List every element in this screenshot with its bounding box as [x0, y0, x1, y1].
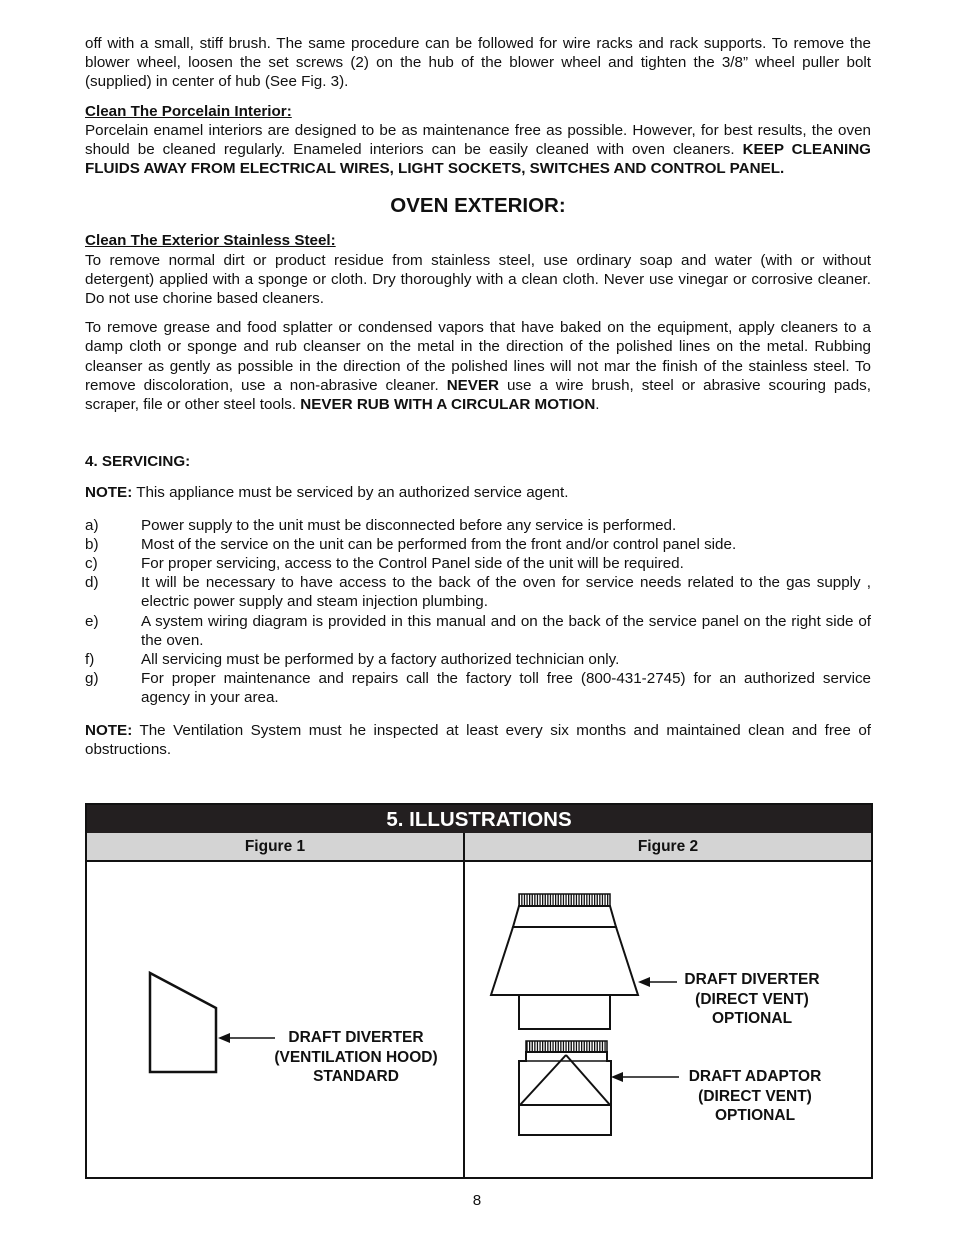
- porcelain-warning: KEEP CLEANING FLUIDS AWAY FROM ELECTRICAL WIRES, LIGHT SOCKETS, SWITCHES AND CONTROL PANEL.: [85, 141, 871, 178]
- direct-vent-diverter-diagram: [491, 894, 638, 1029]
- stainless-paragraph-1: To remove normal dirt or product residue from stainless steel, use ordinary soap and water (with or without detergent) applied with a sponge or cloth. Dry thoroughly with a clean cloth. Never use vinegar or corrosive cleaner. Do not use chorine based cleaners.: [85, 251, 871, 308]
- caption-line: (VENTILATION HOOD): [274, 1048, 438, 1066]
- figure-2-diverter-caption: [671, 970, 833, 1029]
- caption-line: DRAFT DIVERTER: [288, 1029, 424, 1046]
- porcelain-heading: Clean The Porcelain Interior:: [85, 102, 292, 120]
- stainless-paragraph-2-text: To remove grease and food splatter or condensed vapors that have baked on the equipment, apply cleaners to a damp cloth or sponge and rub cleanser on the metal in the direction of the polished lines on the metal. Rubbing cleanser as gently as possible in the direction of the polished lines will not mar the finish of the stainless steel. To remove discoloration, use a non-abrasive cleaner.: [85, 319, 871, 394]
- never-emphasis: NEVER: [446, 376, 500, 394]
- caption-line: STANDARD: [313, 1068, 399, 1085]
- list-marker: b): [85, 535, 99, 553]
- list-marker: e): [85, 612, 99, 630]
- servicing-note-2: [85, 721, 871, 759]
- list-marker: a): [85, 516, 99, 534]
- list-marker: d): [85, 574, 99, 592]
- illustrations-title: 5. ILLUSTRATIONS: [87, 805, 871, 833]
- note-1-label: NOTE:: [85, 484, 133, 502]
- stainless-paragraph-2-mid: use a wire brush, steel or abrasive scouring pads, scraper, file or other steel tools.: [85, 376, 871, 414]
- figure-2-adaptor-caption: [675, 1067, 835, 1126]
- list-item: [85, 535, 871, 554]
- figure-1-caption: [264, 1028, 448, 1087]
- list-item: [85, 573, 871, 611]
- list-marker: c): [85, 555, 98, 573]
- list-item-text: All servicing must be performed by a factory authorized technician only.: [141, 651, 620, 669]
- illustrations-panel: [85, 803, 873, 1179]
- list-marker: f): [85, 651, 95, 669]
- list-item-text: For proper servicing, access to the Control Panel side of the unit will be required.: [141, 555, 684, 573]
- caption-line: DRAFT ADAPTOR: [688, 1068, 822, 1085]
- list-item: [85, 554, 871, 573]
- caption-line: OPTIONAL: [714, 1107, 796, 1124]
- figure-2-bottom-pointer-arrow: [611, 1072, 679, 1082]
- stainless-paragraph-2: [85, 318, 871, 414]
- caption-line: DRAFT DIVERTER: [684, 971, 820, 988]
- document-body: [85, 34, 871, 759]
- list-item: [85, 516, 871, 535]
- list-item-text: A system wiring diagram is provided in this manual and on the back of the service panel on the right side of the oven.: [141, 612, 871, 649]
- list-item: [85, 669, 871, 707]
- stainless-heading: Clean The Exterior Stainless Steel:: [85, 232, 336, 250]
- direct-vent-adaptor-diagram: [519, 1041, 611, 1135]
- caption-line: (DIRECT VENT): [695, 990, 809, 1008]
- list-item-text: For proper maintenance and repairs call the factory toll free (800-431-2745) for an authorized service agency in your area.: [141, 670, 871, 707]
- list-item-text: It will be necessary to have access to the back of the oven for service needs related to the gas supply , electric power supply and steam injection plumbing.: [141, 574, 871, 611]
- intro-paragraph: off with a small, stiff brush. The same procedure can be followed for wire racks and rack supports. To remove the blower wheel, loosen the set screws (2) on the hub of the blower wheel and tighten the 3/8” wheel puller bolt (supplied) in center of hub (See Fig. 3).: [85, 35, 871, 91]
- note-2-text: The Ventilation System must he inspected at least every six months and maintained clean and free of obstructions.: [85, 721, 871, 758]
- servicing-heading: 4. SERVICING:: [85, 453, 191, 471]
- servicing-note-1: [85, 483, 871, 502]
- caption-line: (DIRECT VENT): [698, 1087, 812, 1105]
- oven-exterior-title: OVEN EXTERIOR:: [390, 194, 566, 218]
- note-1-text: This appliance must be serviced by an authorized service agent.: [136, 484, 569, 502]
- servicing-list: [85, 516, 871, 708]
- list-item-text: Power supply to the unit must be disconnected before any service is performed.: [141, 516, 677, 534]
- caption-line: OPTIONAL: [711, 1010, 793, 1027]
- list-item-text: Most of the service on the unit can be performed from the front and/or control panel side.: [141, 535, 737, 553]
- figure-2-label: Figure 2: [465, 833, 871, 862]
- list-marker: g): [85, 670, 99, 688]
- porcelain-paragraph: [85, 121, 871, 179]
- figure-1-label: Figure 1: [87, 833, 463, 862]
- porcelain-text: Porcelain enamel interiors are designed to be as maintenance free as possible. However, for best results, the oven should be cleaned regularly. Enameled interiors can be easily cleaned with oven cleaners.: [85, 121, 871, 159]
- list-item: [85, 612, 871, 650]
- stainless-paragraph-2-end: .: [595, 396, 600, 414]
- note-2-label: NOTE:: [85, 721, 133, 739]
- page-number: 8: [472, 1192, 482, 1209]
- circular-motion-warning: NEVER RUB WITH A CIRCULAR MOTION: [300, 396, 596, 414]
- ventilation-hood-diagram: [150, 973, 216, 1072]
- list-item: [85, 650, 871, 669]
